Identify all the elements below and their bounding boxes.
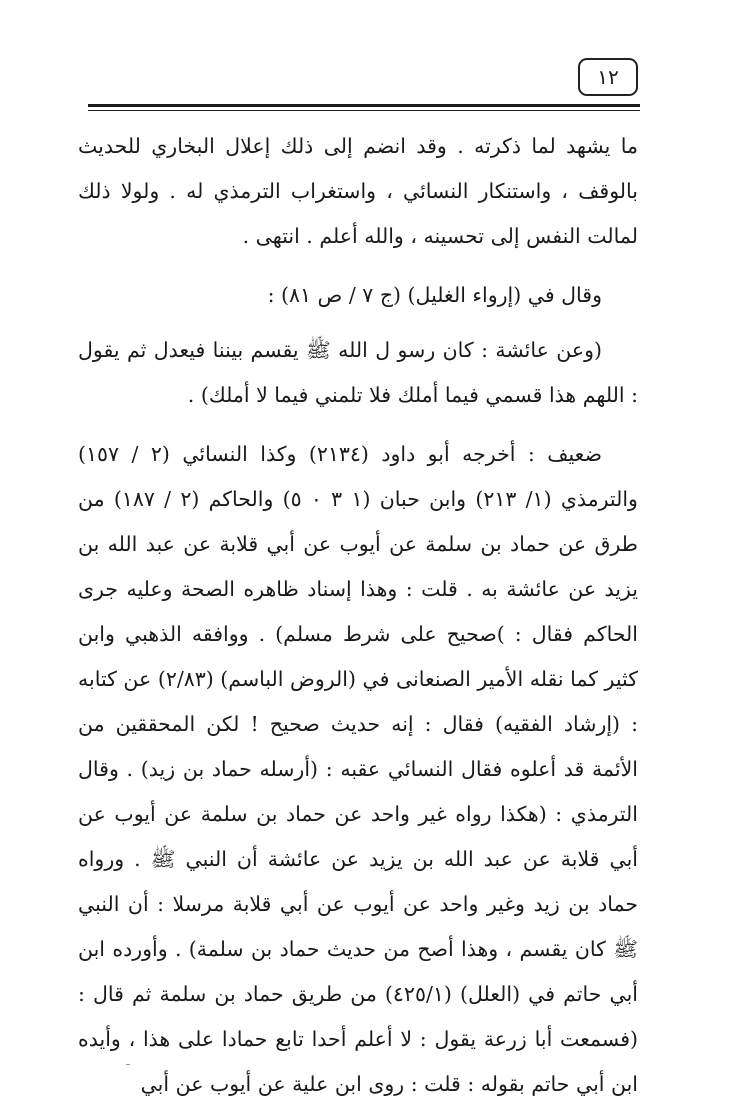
paragraph-2: وقال في (إرواء الغليل) (ج ٧ / ص ٨١) : <box>267 283 602 307</box>
paragraph-gap <box>78 318 638 328</box>
paragraph-gap <box>78 259 638 273</box>
page-number-text: ١٢ <box>597 65 619 89</box>
paragraph-1: ما يشهد لما ذكرته . وقد انضم إلى ذلك إعلال البخاري للحديث بالوقف ، واستنكار النسائي ، واستغراب الترمذي له . ولولا ذلك لمالت النفس إلى تحسينه ، والله أعلم . انتهى . <box>78 134 638 248</box>
footer-mark <box>126 1064 130 1065</box>
page-number <box>578 58 638 96</box>
page-body <box>78 124 638 1107</box>
paragraph-3: (وعن عائشة : كان رسو ل الله ﷺ يقسم بيننا فيعدل ثم يقول : اللهم هذا قسمي فيما أملك فلا تلمني فيما لا أملك) . <box>78 338 638 407</box>
header-rule-thin <box>88 110 640 111</box>
paragraph-4: ضعيف : أخرجه أبو داود (٢١٣٤) وكذا النسائي (٢ / ١٥٧) والترمذي (١/ ٢١٣) وابن حبان (١ ٣ ٠ ٥) والحاكم (٢ / ١٨٧) من طرق عن حماد بن سلمة عن أيوب عن أبي قلابة عن عبد الله بن يزيد عن عائشة به . قلت : وهذا إسناد ظاهره الصحة وعليه جرى الحاكم فقال : )صحيح على شرط مسلم) . ووافقه الذهبي وابن كثير كما نقله الأمير الصنعانى في (الروض الباسم) (٢/٨٣) عن كتابه : (إرشاد الفقيه) فقال : إنه حديث صحيح ! لكن المحققين من الأئمة قد أعلوه فقال النسائي عقبه : (أرسله حماد بن زيد) . وقال الترمذي : (هكذا رواه غير واحد عن حماد بن سلمة عن أيوب عن أبي قلابة عن عبد الله بن يزيد عن عائشة أن النبي ﷺ . ورواه حماد بن زيد وغير واحد عن أيوب عن أبي قلابة مرسلا : أن النبي ﷺ كان يقسم ، وهذا أصح من حديث حماد بن سلمة) . وأورده ابن أبي حاتم في (العلل) (٤٢٥/١) من طريق حماد بن سلمة ثم قال : (فسمعت أبا زرعة يقول : لا أعلم أحدا تابع حمادا على هذا ، وأيده ابن أبي حاتم بقوله : قلت : روى ابن علية عن أيوب عن أبي <box>78 442 638 1096</box>
paragraph-gap <box>78 418 638 432</box>
header-rule <box>88 104 640 107</box>
